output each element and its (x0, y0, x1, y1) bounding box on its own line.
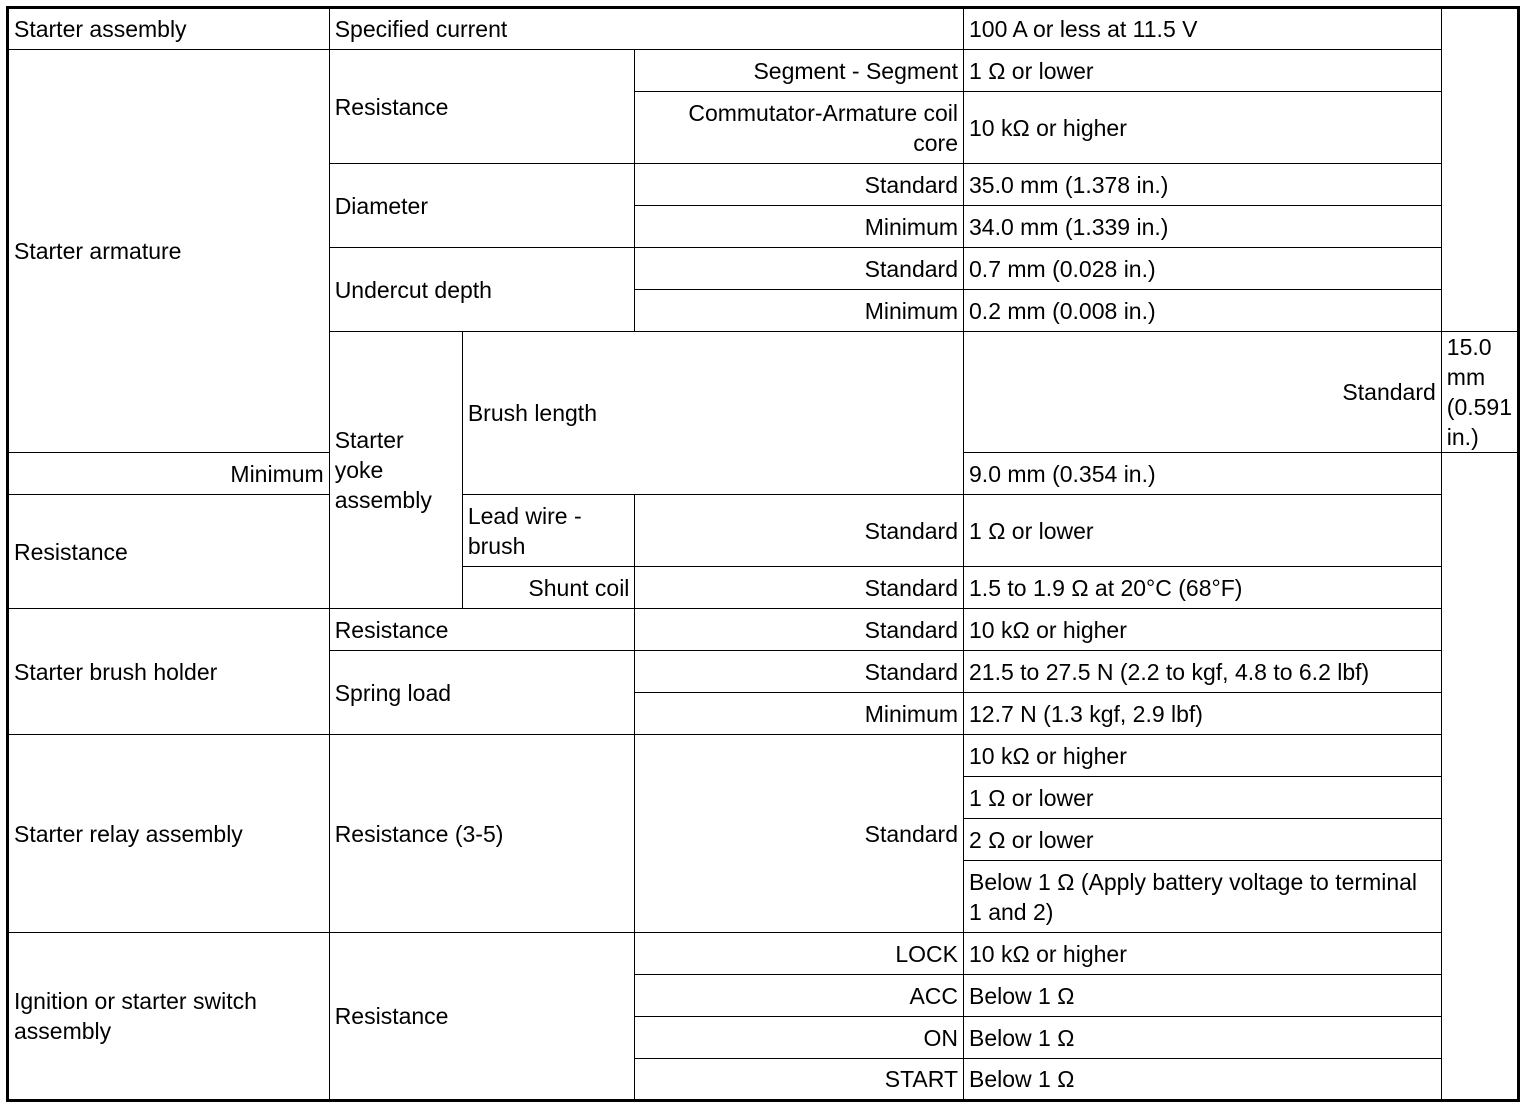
component-cell: Ignition or starter switch assembly (8, 933, 330, 1101)
condition-cell: Minimum (8, 453, 330, 495)
item-cell: Diameter (329, 164, 635, 248)
sub-item-cell: Lead wire - brush (462, 495, 635, 567)
value-cell: 35.0 mm (1.378 in.) (964, 164, 1442, 206)
value-cell: 100 A or less at 11.5 V (964, 8, 1442, 50)
table-row (8, 735, 1519, 777)
condition-cell: START (635, 1059, 964, 1101)
condition-cell: Standard (635, 609, 964, 651)
value-cell: Below 1 Ω (964, 975, 1442, 1017)
value-cell: 0.2 mm (0.008 in.) (964, 290, 1442, 332)
component-cell: Starter yoke assembly (329, 332, 462, 609)
value-cell: 2 Ω or lower (964, 819, 1442, 861)
component-cell: Starter armature (8, 50, 330, 453)
value-cell: 1.5 to 1.9 Ω at 20°C (68°F) (964, 567, 1442, 609)
condition-cell: Standard (635, 248, 964, 290)
value-cell: Below 1 Ω (Apply battery voltage to terminal 1 and 2) (964, 861, 1442, 933)
table-row (8, 609, 1519, 651)
condition-cell: Standard (964, 332, 1442, 453)
component-cell: Starter relay assembly (8, 735, 330, 933)
value-cell: 0.7 mm (0.028 in.) (964, 248, 1442, 290)
value-cell: Below 1 Ω (964, 1017, 1442, 1059)
table-row (8, 495, 1519, 567)
specification-table (6, 6, 1520, 1102)
value-cell: 34.0 mm (1.339 in.) (964, 206, 1442, 248)
value-cell: 1 Ω or lower (964, 495, 1442, 567)
item-cell: Brush length (462, 332, 963, 495)
value-cell: 10 kΩ or higher (964, 933, 1442, 975)
value-cell: 12.7 N (1.3 kgf, 2.9 lbf) (964, 693, 1442, 735)
component-cell: Starter assembly (8, 8, 330, 50)
table-row (8, 8, 1519, 50)
item-cell: Undercut depth (329, 248, 635, 332)
value-cell: 9.0 mm (0.354 in.) (964, 453, 1442, 495)
condition-cell: Commutator-Armature coil core (635, 92, 964, 164)
value-cell: 1 Ω or lower (964, 777, 1442, 819)
value-cell: Below 1 Ω (964, 1059, 1442, 1101)
value-cell: 10 kΩ or higher (964, 735, 1442, 777)
item-cell: Resistance (3-5) (329, 735, 635, 933)
condition-cell: Standard (635, 495, 964, 567)
item-cell: Spring load (329, 651, 635, 735)
condition-cell: Standard (635, 164, 964, 206)
condition-cell: Standard (635, 735, 964, 933)
condition-cell: Standard (635, 651, 964, 693)
condition-cell: ON (635, 1017, 964, 1059)
condition-cell: Minimum (635, 693, 964, 735)
condition-cell: Minimum (635, 206, 964, 248)
condition-cell: Segment - Segment (635, 50, 964, 92)
condition-cell: Minimum (635, 290, 964, 332)
item-cell: Resistance (329, 609, 635, 651)
condition-cell: ACC (635, 975, 964, 1017)
value-cell: 10 kΩ or higher (964, 92, 1442, 164)
condition-cell: LOCK (635, 933, 964, 975)
value-cell: 10 kΩ or higher (964, 609, 1442, 651)
table-row (8, 50, 1519, 92)
item-cell: Resistance (329, 50, 635, 164)
value-cell: 15.0 mm (0.591 in.) (1441, 332, 1518, 453)
item-cell: Specified current (329, 8, 963, 50)
table-row (8, 933, 1519, 975)
value-cell: 1 Ω or lower (964, 50, 1442, 92)
item-cell: Resistance (329, 933, 635, 1101)
item-cell: Resistance (8, 495, 330, 609)
value-cell: 21.5 to 27.5 N (2.2 to kgf, 4.8 to 6.2 lbf) (964, 651, 1442, 693)
component-cell: Starter brush holder (8, 609, 330, 735)
condition-cell: Standard (635, 567, 964, 609)
sub-item-cell: Shunt coil (462, 567, 635, 609)
